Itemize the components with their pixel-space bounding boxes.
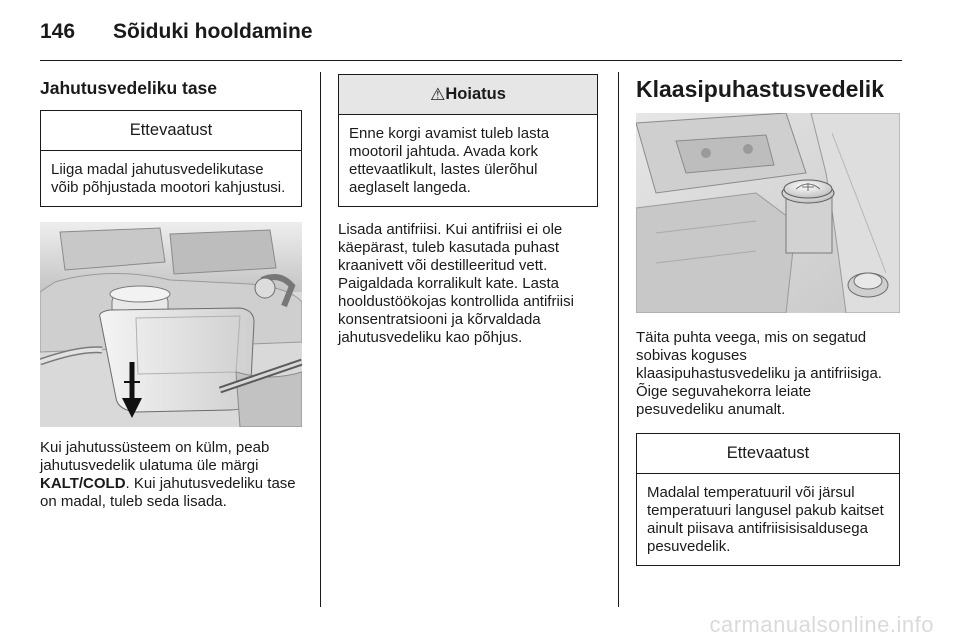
chapter-title: Sõiduki hooldamine xyxy=(113,20,313,43)
page-number: 146 xyxy=(40,20,76,43)
washer-reservoir-illustration xyxy=(636,113,900,313)
coolant-paragraph: Kui jahutussüsteem on külm, peab jahutusvedelik ulatuma üle märgi KALT/COLD. Kui jahutusvedeliku tase on madal, tuleb seda lisada. xyxy=(40,439,296,510)
warning-text: Enne korgi avamist tuleb lasta mootoril jahtuda. Avada kork ettevaatlikult, lastes ülerõhul aeglaselt langeda. xyxy=(349,125,550,196)
caution-box-coolant xyxy=(40,110,302,207)
warning-triangle-icon: ⚠ xyxy=(430,85,446,104)
washer-fluid-heading: Klaasipuhastusvedelik xyxy=(636,76,884,102)
caution-text-washer: Madalal temperatuuril või järsul temperatuuri langusel pakub kaitset ainult piisava antifriisisisaldusega pesuvedelik. xyxy=(647,484,884,555)
column-divider-left xyxy=(320,72,321,607)
caution-title: Ettevaatust xyxy=(41,111,301,151)
left-column xyxy=(40,74,302,511)
cold-mark-label: KALT/COLD xyxy=(40,475,126,492)
washer-fluid-paragraph: Täita puhta veega, mis on segatud sobivas koguses klaasipuhastusvedeliku ja antifriisiga. Õige seguvahekorra leiate pesuvedeliku anumalt. xyxy=(636,329,882,418)
page-header xyxy=(40,20,313,44)
header-rule xyxy=(40,60,902,61)
warning-box xyxy=(338,74,598,207)
coolant-reservoir-illustration xyxy=(40,222,302,427)
middle-column xyxy=(338,74,598,347)
caution-box-washer xyxy=(636,433,900,566)
right-column xyxy=(636,74,900,566)
coolant-level-heading: Jahutusvedeliku tase xyxy=(40,78,218,98)
caution-title-washer: Ettevaatust xyxy=(637,434,899,474)
caution-text: Liiga madal jahutusvedelikutase võib põhjustada mootori kahjustusi. xyxy=(51,161,286,196)
antifreeze-paragraph: Lisada antifriisi. Kui antifriisi ei ole käepärast, tuleb kasutada puhast kraanivett või destilleeritud vett. Paigaldada korralikult kate. Lasta hooldustöökojas kontrollida antifriisi konsentratsiooni ja kõrvaldada jahutusvedeliku kao põhjus. xyxy=(338,221,574,346)
warning-title: ⚠Hoiatus xyxy=(339,75,597,115)
watermark: carmanualsonline.info xyxy=(709,612,934,637)
column-divider-right xyxy=(618,72,619,607)
